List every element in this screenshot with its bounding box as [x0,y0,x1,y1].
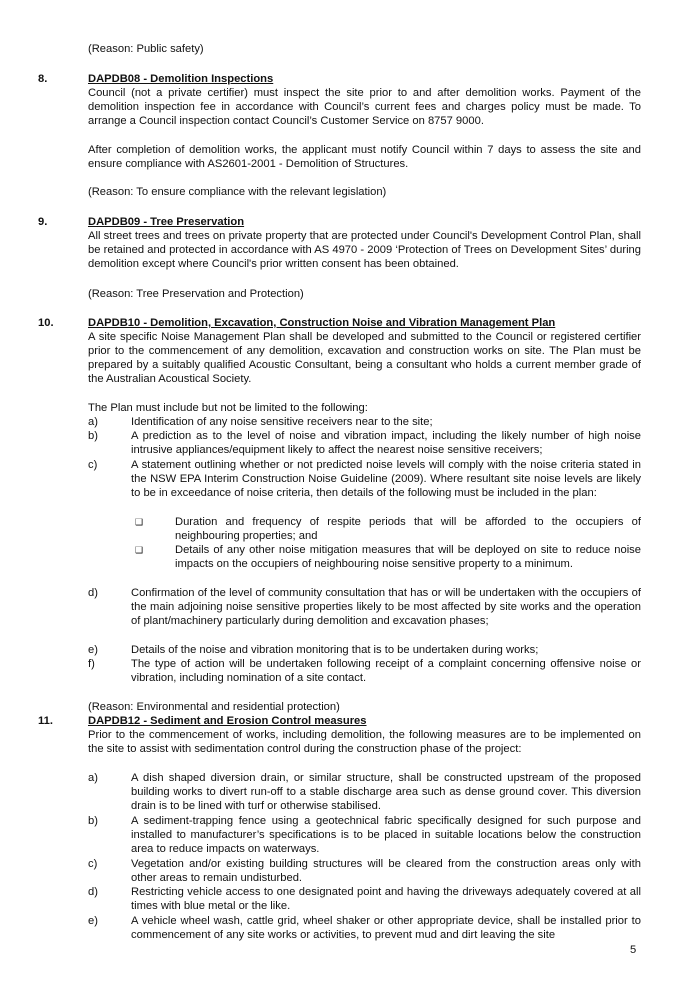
section-8-paragraph: Council (not a private certifier) must inspect the site prior to and after demolition works. Payment of the demolition inspection fee in accordance with Council’s current fees and charges policy must be made. To arrange a Council inspection contact Council’s Customer Service on 8757 9000. [88,87,641,128]
list-item-label: d) [88,587,98,599]
section-11-paragraph: Prior to the commencement of works, including demolition, the following measures are to be implemented on the site to assist with sedimentation control during the construction phase of the project: [88,729,641,756]
section-10 [88,316,641,386]
section-9 [88,215,641,271]
list-item-label: c) [88,858,98,870]
section-9-title: DAPDB09 - Tree Preservation [88,216,245,228]
checkbox-bullet-icon: ❑ [135,517,144,527]
list-item-text: A statement outlining whether or not predicted noise levels will comply with the noise criteria stated in the NSW EPA Interim Construction Noise Guideline (2009). Where resultant site noise levels are likely to be in exceedance of noise criteria, then details of the following must be included in the plan: [131,459,641,500]
list-item-label: b) [88,430,98,442]
list-item-text: A dish shaped diversion drain, or similar structure, shall be constructed upstream of the proposed building works to divert run-off to a stable discharge area such as dense ground cover. This diversion drain is to be lined with turf or otherwise stabilised. [131,772,641,813]
list-item-text: A prediction as to the level of noise and vibration impact, including the likely number of high noise intrusive appliances/equipment likely to affect the nearest noise sensitive receivers; [131,430,641,457]
list-item-text: A sediment-trapping fence using a geotechnical fabric specifically designed for such purpose and installed to manufacturer’s specifications is to be placed in suitable locations below the construction area to reduce impacts on waterways. [131,815,641,856]
section-9-number: 9. [38,216,48,228]
section-10-intro: The Plan must include but not be limited to the following: [88,402,368,414]
list-item-text: Vegetation and/or existing building structures will be cleared from the construction areas only with other areas to remain undisturbed. [131,858,641,885]
section-8-number: 8. [38,73,48,85]
section-10-number: 10. [38,317,54,329]
list-item-label: b) [88,815,98,827]
list-item-text: A vehicle wheel wash, cattle grid, wheel shaker or other appropriate device, shall be installed prior to commencement of any site works or activities, to prevent mud and dirt leaving the site [131,915,641,942]
section-8-paragraph-2: After completion of demolition works, the applicant must notify Council within 7 days to assess the site and ensure compliance with AS2601-2001 - Demolition of Structures. [88,144,641,171]
reason-public-safety: (Reason: Public safety) [88,43,204,55]
section-11 [88,714,641,756]
section-8 [88,72,641,128]
section-9-reason: (Reason: Tree Preservation and Protection) [88,288,304,300]
section-8-title: DAPDB08 - Demolition Inspections [88,73,274,85]
list-item-label: e) [88,915,98,927]
sub-list-item-text: Details of any other noise mitigation measures that will be deployed on site to reduce noise impacts on the occupiers of neighbouring noise sensitive property to a minimum. [175,544,641,571]
section-10-title: DAPDB10 - Demolition, Excavation, Construction Noise and Vibration Management Plan [88,317,556,329]
list-item-text: Details of the noise and vibration monitoring that is to be undertaken during works; [131,644,539,656]
list-item-label: c) [88,459,98,471]
list-item-label: a) [88,772,98,784]
list-item-label: e) [88,644,98,656]
checkbox-bullet-icon: ❑ [135,545,144,555]
list-item-label: a) [88,416,98,428]
section-9-paragraph: All street trees and trees on private property that are protected under Council's Development Control Plan, shall be retained and protected in accordance with AS 4970 - 2009 ‘Protection of Trees on Development Sites’ during demolition except where Council's prior written consent has been obtained. [88,230,641,271]
list-item-label: d) [88,886,98,898]
list-item-text: Restricting vehicle access to one designated point and having the driveways adequately covered at all times with blue metal or the like. [131,886,641,913]
list-item-text: Confirmation of the level of community consultation that has or will be undertaken with the occupiers of the main adjoining noise sensitive properties likely to be most affected by site works and the operation of plant/machinery particularly during demolition and excavation phases; [131,587,641,628]
list-item-text: Identification of any noise sensitive receivers near to the site; [131,416,433,428]
section-11-number: 11. [38,715,53,727]
list-item-text: The type of action will be undertaken following receipt of a complaint concerning offensive noise or vibration, including nomination of a site contact. [131,658,641,685]
section-10-reason: (Reason: Environmental and residential protection) [88,701,340,713]
section-10-paragraph: A site specific Noise Management Plan shall be developed and submitted to the Council or registered certifier prior to the commencement of any demolition, excavation and construction works on site. The Plan must be prepared by a suitably qualified Acoustic Consultant, being a consultant who holds a current member grade of the Australian Acoustical Society. [88,331,641,386]
list-item-label: f) [88,658,95,670]
section-8-reason: (Reason: To ensure compliance with the relevant legislation) [88,186,387,198]
section-11-title: DAPDB12 - Sediment and Erosion Control measures [88,715,367,727]
sub-list-item-text: Duration and frequency of respite periods that will be afforded to the occupiers of neighbouring properties; and [175,516,641,543]
page-number: 5 [630,944,637,956]
